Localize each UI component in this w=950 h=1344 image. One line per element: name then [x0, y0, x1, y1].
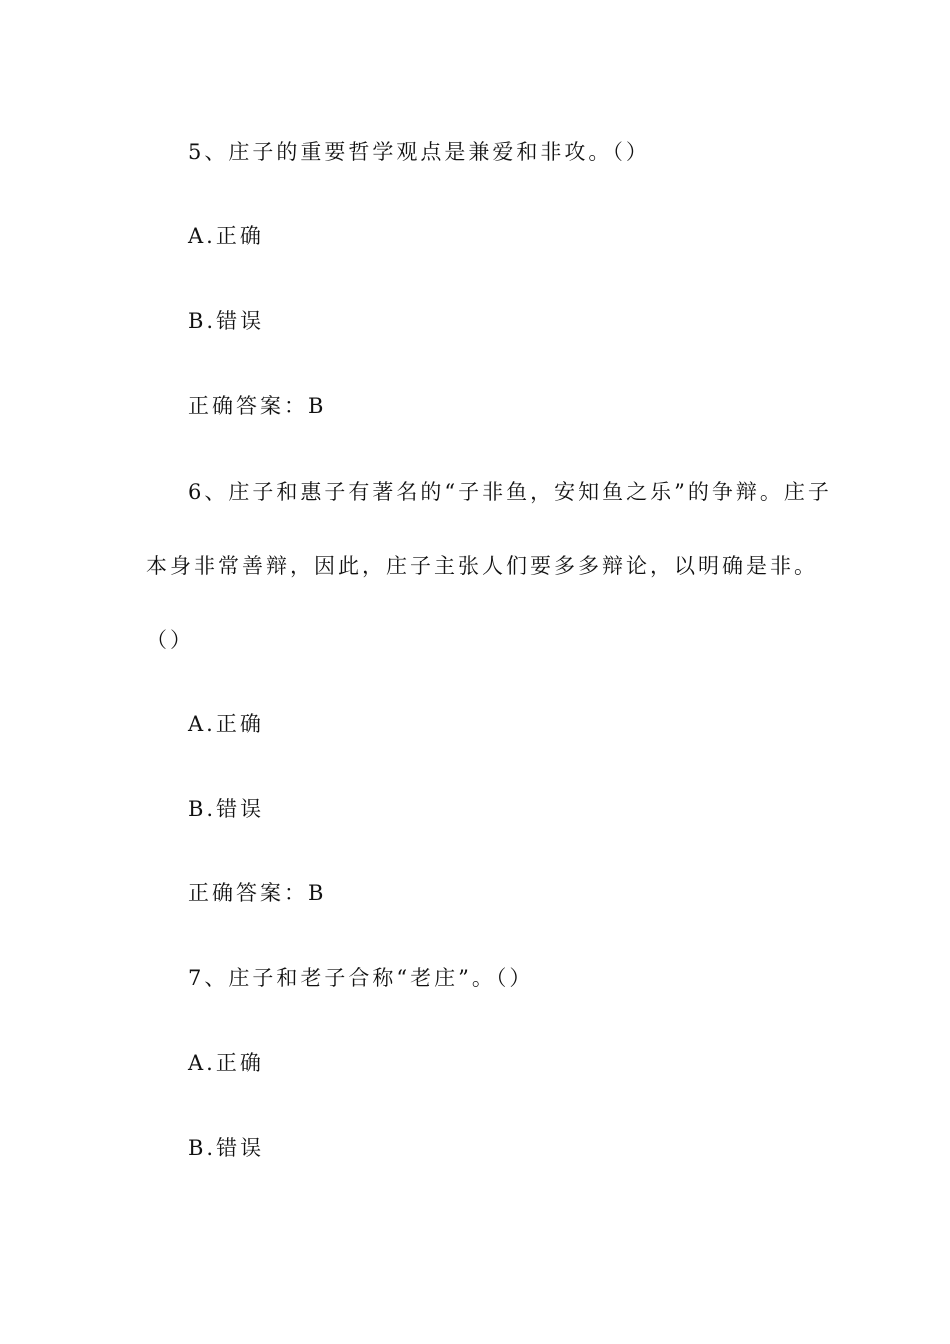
question-6-option-a: A.正确 — [188, 712, 264, 736]
question-5-stem: 5、庄子的重要哲学观点是兼爱和非攻。（） — [188, 140, 650, 164]
question-6-stem-line-2: 本身非常善辩，因此，庄子主张人们要多多辩论，以明确是非。 — [146, 554, 818, 578]
question-7-option-a: A.正确 — [188, 1051, 264, 1075]
question-6-stem-line-1: 6、庄子和惠子有著名的“子非鱼，安知鱼之乐”的争辩。庄子 — [188, 480, 832, 504]
question-5-answer: 正确答案：B — [188, 394, 327, 418]
question-7-option-b: B.错误 — [188, 1136, 265, 1160]
question-6-answer: 正确答案：B — [188, 881, 327, 905]
question-7-stem: 7、庄子和老子合称“老庄”。（） — [188, 966, 534, 990]
question-5-option-b: B.错误 — [188, 309, 265, 333]
question-6-option-b: B.错误 — [188, 797, 265, 821]
question-5-option-a: A.正确 — [188, 224, 264, 248]
question-6-stem-line-3: （） — [146, 628, 194, 652]
